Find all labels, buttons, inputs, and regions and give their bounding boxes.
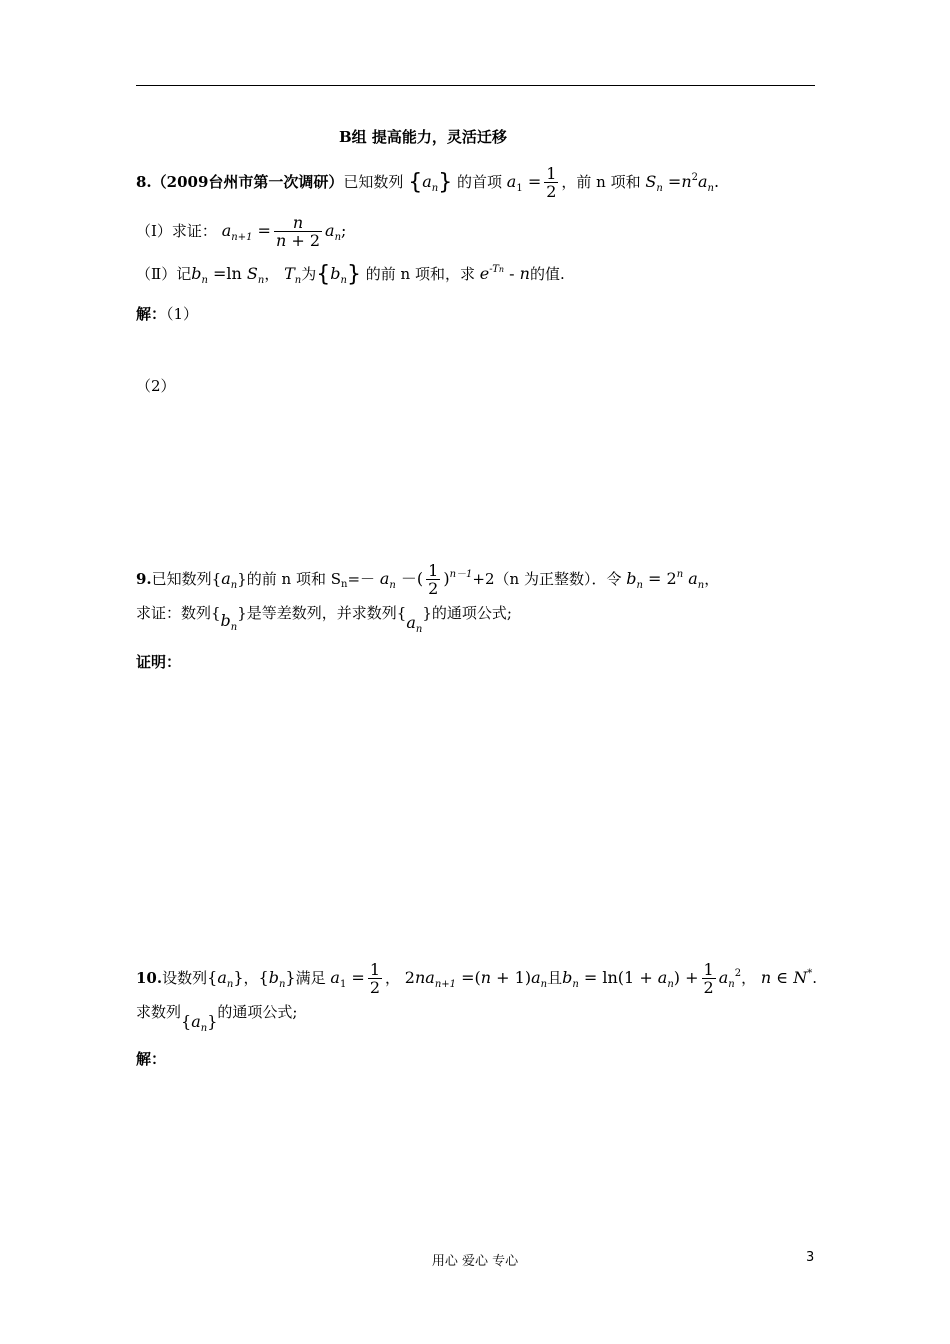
q8-first-term: $a_1$ = $\frac{1}{2}$	[506, 164, 557, 201]
q8-seq-an: $\{a_n\}$	[408, 170, 453, 195]
q9-an-2: $a_n$	[406, 613, 423, 635]
page-footer: 用心 爱心 专心	[431, 1254, 519, 1269]
q8-part2-d: 的值.	[529, 265, 565, 283]
q10-stem-f: ，	[741, 969, 757, 987]
q10-line2-b: 的通项公式;	[217, 1003, 298, 1021]
q10-stem-b: ，	[243, 969, 259, 987]
q9-bn: $b_n$	[220, 611, 238, 633]
q8-part2-label: （Ⅱ）记	[136, 265, 192, 283]
q10-stem-g: .	[812, 969, 817, 987]
q9-line2	[136, 603, 512, 635]
q10-bn-def: $b_n = \ln(1 + a_n)$ + $\frac{1}{2}$ $a_n^2$	[562, 960, 742, 997]
q10-stem-e: 且	[547, 969, 563, 987]
q9-stem-a: 已知数列{	[151, 570, 222, 588]
q8-bn-def: $b_n =\ln$ $S_n$	[191, 264, 265, 286]
q9-stem-e: ，	[704, 570, 720, 588]
page-number: 3	[806, 1250, 815, 1265]
q8-stem	[136, 165, 719, 200]
q8-part1-formula: $a_{n+1}$ = $\frac{n}{n + 2}$ $a_n$;	[221, 213, 347, 250]
q9-number: 9.	[136, 570, 152, 588]
q8-solution	[136, 304, 198, 324]
q9-stem-d: +2（n 为正整数）．令	[472, 570, 622, 588]
q9-bn-def: $b_n = 2^n$ $a_n$	[626, 569, 705, 591]
q10-stem	[136, 961, 817, 996]
q10-recurrence: $2na_{n+1} =(n + 1)a_n$	[404, 968, 548, 990]
q10-line2-a: 求数列	[136, 1003, 182, 1021]
q8-part2	[136, 260, 565, 291]
q8-part1	[136, 214, 346, 249]
q9-stem-b: }的前 n 项和 S	[237, 570, 342, 588]
q9-line2-c: }的通项公式;	[422, 604, 512, 622]
q10-line2	[136, 1002, 298, 1034]
q9-stem	[136, 562, 719, 597]
q8-part1-label: （Ⅰ）求证：	[136, 222, 217, 240]
q8-tn: $T_n$	[284, 264, 302, 286]
q8-source: （2009台州市第一次调研）	[151, 173, 344, 191]
q8-number: 8.	[136, 173, 152, 191]
q8-part2-a: ，	[264, 265, 280, 283]
q9-stem-c: =－	[347, 570, 376, 588]
q8-stem-c: ，前 n 项和	[561, 173, 641, 191]
q10-seq-bn: $\{b_n\}$	[258, 968, 296, 990]
q10-stem-c: 满足	[295, 969, 326, 987]
q10-stem-d: ，	[385, 969, 401, 987]
q9-formula: $a_n$ －( $\frac{1}{2}$ )$^{n-1}$	[379, 561, 473, 598]
q10-solution-label: 解：	[136, 1050, 167, 1068]
q8-seq-bn: $\{b_n\}$	[316, 262, 361, 287]
q9-line2-b: }是等差数列，并求数列{	[237, 604, 407, 622]
q8-expression: $e^{-Tn}$ - n	[479, 264, 530, 283]
q10-first-term: $a_1$ = $\frac{1}{2}$	[330, 960, 380, 997]
q8-solution-2: （2）	[136, 377, 176, 395]
q10-number: 10.	[136, 969, 163, 987]
q10-seq-an-2: $\{a_n\}$	[181, 1012, 218, 1034]
q9-proof-label: 证明：	[136, 653, 182, 671]
q9-an: $a_n$	[221, 569, 238, 591]
section-title: B组 提高能力，灵活迁移	[339, 128, 507, 146]
q8-part2-b: 为	[301, 265, 317, 283]
q10-domain: n ∈ N*	[760, 968, 813, 987]
q8-solution-label: 解：	[136, 305, 167, 323]
q8-sum-formula: $S_n =n^2a_n$.	[645, 172, 720, 194]
q10-seq-an: $\{a_n\}$	[207, 968, 244, 990]
q9-sn-sub: n	[341, 579, 348, 590]
q8-stem-b: 的首项	[457, 173, 503, 191]
q8-stem-a: 已知数列	[343, 173, 404, 191]
q9-line2-a: 求证：数列{	[136, 604, 221, 622]
q10-stem-a: 设数列	[162, 969, 208, 987]
header-rule	[136, 85, 815, 86]
q8-solution-part1: （1）	[166, 305, 199, 323]
q8-part2-c: 的前 n 项和，求	[365, 265, 475, 283]
